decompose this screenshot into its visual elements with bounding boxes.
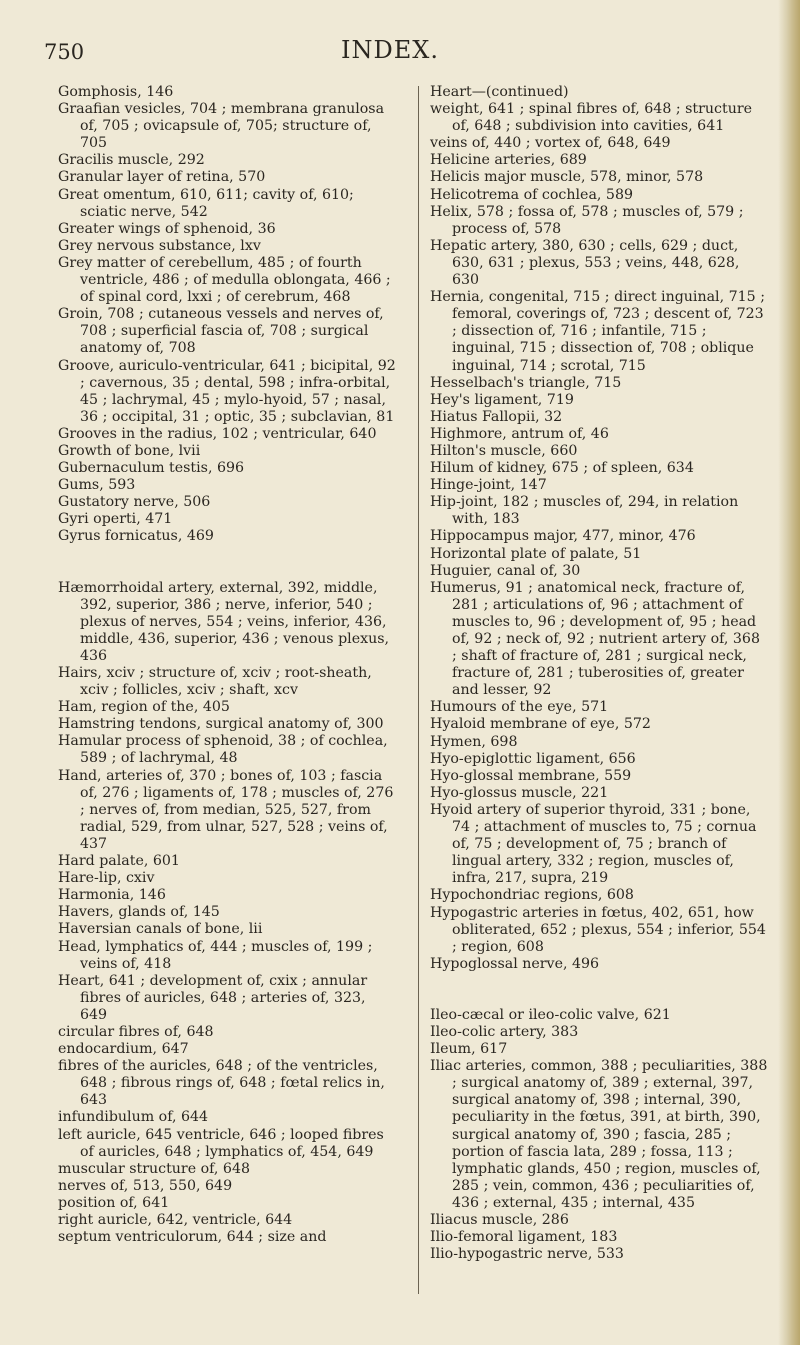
index-entry: Groin, 708 ; cutaneous vessels and nerves of, 708 ; superficial fascia of, 708 ; surgical anatomy of, 708	[58, 306, 384, 357]
index-entry: Hæmorrhoidal artery, external, 392, middle, 392, superior, 386 ; nerve, inferior, 540 ; plexus of nerves, 554 ; veins, inferior, 436, middle, 436, superior, 436 ; venous plexus, 436	[58, 579, 390, 664]
column-divider	[418, 86, 419, 1294]
index-entry: Heart—(continued)	[430, 84, 569, 100]
index-entry: Helicis major muscle, 578, minor, 578	[430, 169, 704, 186]
index-entry: Gracilis muscle, 292	[58, 152, 205, 169]
page-number: 750	[44, 40, 85, 64]
index-entry: Helicine arteries, 689	[430, 152, 587, 169]
index-entry: Great omentum, 610, 611; cavity of, 610; sciatic nerve, 542	[58, 186, 354, 220]
index-entry: Gyrus fornicatus, 469	[58, 528, 214, 545]
page-header	[0, 36, 780, 66]
index-entry: Growth of bone, lvii	[58, 442, 201, 459]
index-entry: Ham, region of the, 405	[58, 699, 230, 716]
index-entry: Hilton's muscle, 660	[430, 442, 578, 459]
index-subentry: circular fibres of, 648	[58, 1023, 214, 1040]
index-entry: Hilum of kidney, 675 ; of spleen, 634	[430, 460, 694, 477]
index-entry: Hyaloid membrane of eye, 572	[430, 716, 651, 733]
index-subentry: infundibulum of, 644	[58, 1109, 209, 1126]
index-entry: Grooves in the radius, 102 ; ventricular, 640	[58, 425, 377, 442]
index-entry: Hyo-glossus muscle, 221	[430, 784, 609, 801]
index-entry: Head, lymphatics of, 444 ; muscles of, 199 ; veins of, 418	[58, 938, 373, 972]
index-entry: Hand, arteries of, 370 ; bones of, 103 ; fascia of, 276 ; ligaments of, 178 ; muscles of, 276 ; nerves of, from median, 525, 527, from radial, 529, from ulnar, 527, 528 ; veins of, 437	[58, 767, 394, 852]
index-subentry: right auricle, 642, ventricle, 644	[58, 1212, 293, 1228]
index-entry: Humours of the eye, 571	[430, 699, 609, 716]
index-entry: Ilio-femoral ligament, 183	[430, 1229, 618, 1246]
index-entry: Iliac arteries, common, 388 ; peculiarities, 388 ; surgical anatomy of, 389 ; external, 397, surgical anatomy of, 398 ; internal, 390, peculiarity in the fœtus, 391, at birth, 390, surgical anatomy of, 390 ; fascia, 285 ; portion of fascia lata, 289 ; fossa, 113 ; lymphatic glands, 450 ; region, muscles of, 285 ; vein, common, 436 ; peculiarities of, 436 ; external, 435 ; internal, 435	[430, 1058, 768, 1211]
page-edge	[778, 0, 800, 1345]
index-entry: Ileo-colic artery, 383	[430, 1023, 579, 1040]
index-subentry: left auricle, 645 ventricle, 646 ; looped fibres of auricles, 648 ; lymphatics of, 454, 649	[58, 1126, 384, 1160]
index-entry: Hymen, 698	[430, 733, 518, 750]
index-entry: Horizontal plate of palate, 51	[430, 545, 642, 562]
letter-section-gap	[430, 973, 768, 1007]
index-entry: Ileo-cæcal or ileo-colic valve, 621	[430, 1006, 671, 1023]
index-entry: Hamstring tendons, surgical anatomy of, 300	[58, 716, 384, 733]
index-entry: Iliacus muscle, 286	[430, 1212, 569, 1228]
index-entry: Granular layer of retina, 570	[58, 169, 266, 186]
index-entry: Hernia, congenital, 715 ; direct inguinal, 715 ; femoral, coverings of, 723 ; descent of, 723 ; dissection of, 716 ; infantile, 715 ; inguinal, 715 ; dissection of, 708 ; oblique inguinal, 714 ; scrotal, 715	[430, 289, 765, 374]
index-subentry: nerves of, 513, 550, 649	[58, 1177, 233, 1194]
index-entry: Graafian vesicles, 704 ; membrana granulosa of, 705 ; ovicapsule of, 705; structure of, 705	[58, 101, 385, 152]
letter-section-gap	[58, 546, 396, 580]
index-entry: Hamular process of sphenoid, 38 ; of cochlea, 589 ; of lachrymal, 48	[58, 733, 388, 767]
index-subentry: weight, 641 ; spinal fibres of, 648 ; structure of, 648 ; subdivision into cavities, 641	[430, 101, 753, 135]
index-entry: Heart, 641 ; development of, cxix ; annular fibres of auricles, 648 ; arteries of, 323, 649	[58, 972, 368, 1023]
right-column	[430, 84, 768, 1263]
index-entry: Grey nervous substance, lxv	[58, 237, 261, 254]
index-subentry: fibres of the auricles, 648 ; of the ventricles, 648 ; fibrous rings of, 648 ; fœtal relics in, 643	[58, 1058, 385, 1109]
index-entry: Hard palate, 601	[58, 853, 180, 870]
left-column	[58, 84, 396, 1246]
index-entry: Hyo-glossal membrane, 559	[430, 767, 632, 784]
index-entry: Gums, 593	[58, 477, 136, 494]
index-entry: Hesselbach's triangle, 715	[430, 374, 622, 391]
index-entry: Hip-joint, 182 ; muscles of, 294, in relation with, 183	[430, 494, 739, 528]
index-entry: Hippocampus major, 477, minor, 476	[430, 528, 696, 545]
index-entry: Hairs, xciv ; structure of, xciv ; root-sheath, xciv ; follicles, xciv ; shaft, xcv	[58, 665, 372, 699]
index-entry: Hiatus Fallopii, 32	[430, 408, 563, 425]
index-entry: Hypoglossal nerve, 496	[430, 955, 600, 972]
index-entry: Hepatic artery, 380, 630 ; cells, 629 ; duct, 630, 631 ; plexus, 553 ; veins, 448, 628, 630	[430, 237, 740, 289]
index-subentry: veins of, 440 ; vortex of, 648, 649	[430, 135, 671, 152]
index-entry: Gubernaculum testis, 696	[58, 460, 245, 477]
index-entry: Hypogastric arteries in fœtus, 402, 651, how obliterated, 652 ; plexus, 554 ; inferior, 554 ; region, 608	[430, 904, 766, 955]
index-entry: Hypochondriac regions, 608	[430, 887, 634, 904]
index-entry: Hey's ligament, 719	[430, 391, 574, 408]
index-entry: Havers, glands of, 145	[58, 904, 220, 921]
index-entry: Hyoid artery of superior thyroid, 331 ; bone, 74 ; attachment of muscles to, 75 ; cornua of, 75 ; development of, 75 ; branch of lingual artery, 332 ; region, muscles of, infra, 217, supra, 219	[430, 801, 757, 887]
index-subentry: position of, 641	[58, 1194, 170, 1211]
index-entry: Gustatory nerve, 506	[58, 494, 211, 511]
index-entry: Hyo-epiglottic ligament, 656	[430, 750, 636, 767]
index-subentry: septum ventriculorum, 644 ; size and	[58, 1229, 327, 1246]
index-entry: Gomphosis, 146	[58, 84, 174, 100]
index-entry: Groove, auriculo-ventricular, 641 ; bicipital, 92 ; cavernous, 35 ; dental, 598 ; infra-orbital, 45 ; lachrymal, 45 ; mylo-hyoid, 57 ; nasal, 36 ; occipital, 31 ; optic, 35 ; subclavian, 81	[58, 357, 396, 425]
index-entry: Humerus, 91 ; anatomical neck, fracture of, 281 ; articulations of, 96 ; attachment of muscles to, 96 ; development of, 95 ; head of, 92 ; neck of, 92 ; nutrient artery of, 368 ; shaft of fracture of, 281 ; surgical neck, fracture of, 281 ; tuberosities of, greater and lesser, 92	[430, 579, 760, 699]
index-entry: Huguier, canal of, 30	[430, 562, 581, 579]
index-entry: Haversian canals of bone, lii	[58, 921, 263, 938]
index-entry: Gyri operti, 471	[58, 511, 173, 528]
index-entry: Highmore, antrum of, 46	[430, 425, 609, 442]
index-entry: Ileum, 617	[430, 1041, 508, 1058]
index-columns	[58, 84, 768, 1324]
index-subentry: endocardium, 647	[58, 1041, 189, 1058]
index-entry: Helicotrema of cochlea, 589	[430, 186, 633, 203]
index-entry: Grey matter of cerebellum, 485 ; of fourth ventricle, 486 ; of medulla oblongata, 466 ; of spinal cord, lxxi ; of cerebrum, 468	[58, 254, 391, 306]
index-entry: Ilio-hypogastric nerve, 533	[430, 1246, 624, 1263]
page-title: INDEX.	[341, 36, 439, 64]
index-entry: Hare-lip, cxiv	[58, 870, 155, 887]
index-entry: Helix, 578 ; fossa of, 578 ; muscles of, 579 ; process of, 578	[430, 203, 744, 237]
index-entry: Harmonia, 146	[58, 887, 166, 904]
index-entry: Hinge-joint, 147	[430, 477, 547, 494]
index-entry: Greater wings of sphenoid, 36	[58, 220, 276, 237]
index-subentry: muscular structure of, 648	[58, 1160, 251, 1177]
